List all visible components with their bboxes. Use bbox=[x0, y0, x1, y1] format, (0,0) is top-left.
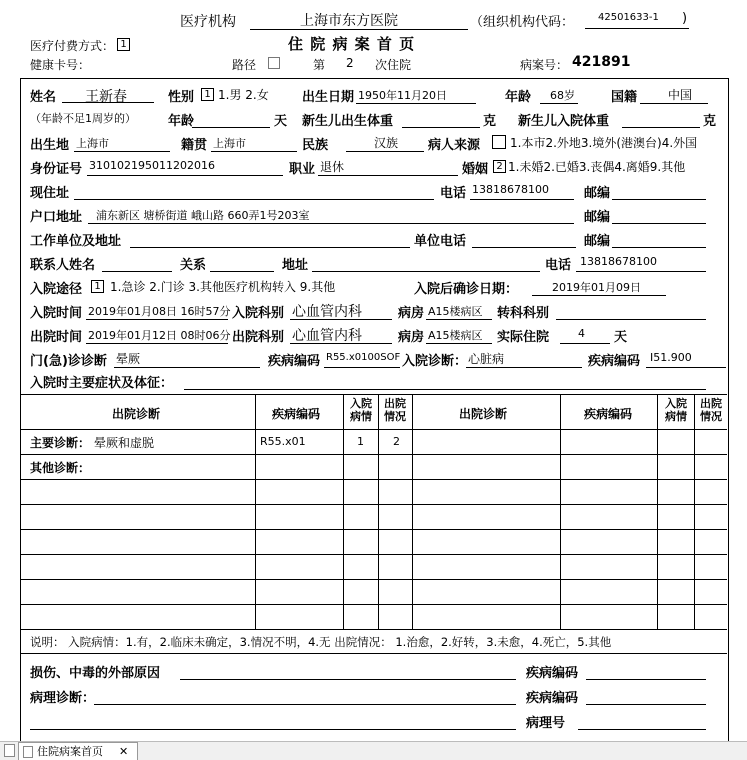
occupation[interactable]: 退休 bbox=[320, 160, 345, 174]
pay-label: 医疗付费方式： bbox=[30, 39, 115, 53]
er-code[interactable]: R55.x0100SOF bbox=[326, 352, 401, 363]
age[interactable]: 68岁 bbox=[550, 89, 575, 102]
contact-phone[interactable]: 13818678100 bbox=[580, 255, 657, 268]
th-code-2: 疾病编码 bbox=[584, 407, 633, 421]
main-discharge-state[interactable]: 2 bbox=[393, 435, 400, 448]
org-name: 上海市东方医院 bbox=[300, 13, 398, 29]
sex-box[interactable]: 1 bbox=[201, 88, 214, 101]
th-admit-state: 入院病情 bbox=[350, 397, 372, 423]
patient-name[interactable]: 王新春 bbox=[85, 89, 127, 105]
th-discharge-state: 出院情况 bbox=[384, 397, 406, 423]
discharge-ward[interactable]: A15楼病区 bbox=[428, 329, 483, 342]
admission-count: 2 bbox=[346, 56, 354, 70]
birth-date[interactable]: 1950年11月20日 bbox=[358, 89, 447, 102]
tab-bar bbox=[0, 741, 747, 760]
admit-ward[interactable]: A15楼病区 bbox=[428, 305, 483, 318]
er-diagnosis[interactable]: 晕厥 bbox=[116, 352, 141, 366]
org-label: 医疗机构 bbox=[180, 14, 236, 30]
ethnicity[interactable]: 汉族 bbox=[374, 136, 399, 150]
phone[interactable]: 13818678100 bbox=[472, 183, 549, 196]
org-code: 42501633-1 bbox=[598, 12, 659, 23]
legend-note: 说明： 入院病情：1.有，2.临床未确定，3.情况不明，4.无 出院情况： 1.治愈，2.好转，3.未愈，4.死亡，5.其他 bbox=[30, 635, 612, 649]
page-title: 住 院 病 案 首 页 bbox=[288, 35, 416, 53]
discharge-dept[interactable]: 心血管内科 bbox=[292, 328, 362, 344]
admit-dept[interactable]: 心血管内科 bbox=[292, 304, 362, 320]
admit-time[interactable]: 2019年01月08日 16时57分 bbox=[88, 305, 231, 318]
page-icon bbox=[23, 746, 33, 758]
main-code[interactable]: R55.x01 bbox=[260, 435, 306, 448]
discharge-time[interactable]: 2019年01月12日 08时06分 bbox=[88, 329, 231, 342]
org-code-label: （组织机构代码： bbox=[470, 15, 575, 30]
tab-label: 住院病案首页 bbox=[37, 745, 103, 758]
stay-days[interactable]: 4 bbox=[578, 327, 585, 340]
tab-case-home[interactable] bbox=[18, 742, 138, 760]
route-box[interactable]: 1 bbox=[91, 280, 104, 293]
source-box[interactable] bbox=[492, 135, 506, 149]
th-admit-state-2: 入院病情 bbox=[665, 397, 687, 423]
id-number[interactable]: 310102195011202016 bbox=[89, 159, 215, 172]
main-diagnosis[interactable]: 晕厥和虚脱 bbox=[94, 436, 155, 450]
th-diagnosis-2: 出院诊断 bbox=[459, 407, 508, 421]
health-card-label: 健康卡号： bbox=[30, 58, 91, 72]
marriage-box[interactable]: 2 bbox=[493, 160, 506, 173]
case-number: 421891 bbox=[572, 54, 631, 70]
confirm-date[interactable]: 2019年01月09日 bbox=[552, 281, 641, 294]
close-icon[interactable]: ✕ bbox=[119, 745, 129, 758]
th-diagnosis: 出院诊断 bbox=[112, 407, 161, 421]
admit-diagnosis[interactable]: 心脏病 bbox=[468, 352, 505, 366]
nationality[interactable]: 中国 bbox=[668, 88, 693, 102]
pay-mode-box[interactable]: 1 bbox=[117, 38, 130, 51]
document-icon bbox=[4, 744, 15, 757]
birthplace[interactable]: 上海市 bbox=[76, 137, 109, 150]
th-discharge-state-2: 出院情况 bbox=[700, 397, 722, 423]
registered-address[interactable]: 浦东新区 塘桥街道 峨山路 660弄1号203室 bbox=[96, 209, 310, 222]
path-checkbox[interactable] bbox=[268, 57, 280, 69]
th-code: 疾病编码 bbox=[272, 407, 321, 421]
native-place[interactable]: 上海市 bbox=[213, 137, 246, 150]
main-admit-state[interactable]: 1 bbox=[357, 435, 364, 448]
admit-code[interactable]: I51.900 bbox=[650, 351, 692, 364]
